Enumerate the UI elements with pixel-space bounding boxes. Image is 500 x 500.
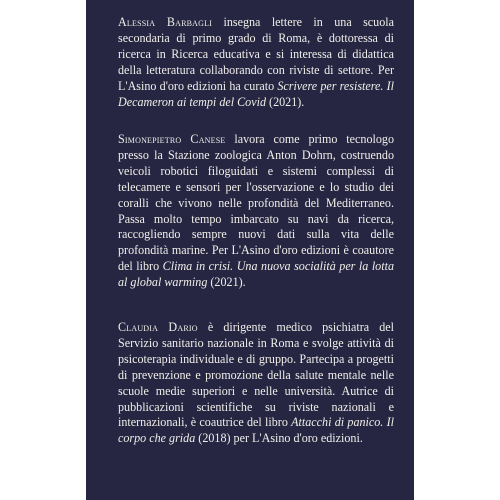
- bio-text-end: (2018) per L'Asino d'oro edizioni.: [195, 431, 363, 446]
- author-bio-barbagli: [118, 15, 394, 110]
- author-name: Claudia Dario: [118, 320, 198, 334]
- bio-text: insegna lettere in una scuola secondaria di primo grado di Roma, è dottoressa di ricerca in Ricerca educativa e si interessa di didattica della letteratura collaborando con riviste di settore. Per L'Asino d'oro edizioni ha curato: [118, 15, 394, 93]
- bio-text: è dirigente medico psichiatra del Servizio sanitario nazionale in Roma e svolge attività di psicoterapia individuale e di gruppo. Partecipa a progetti di prevenzione e promozione della salute mentale nelle scuole medie superiori e nelle università. Autrice di pubblicazioni scientifiche su riviste nazionali e internazionali, è coautrice del libro: [118, 320, 395, 430]
- author-name: Simonepietro Canese: [118, 132, 226, 146]
- book-back-cover: [86, 0, 414, 500]
- author-bio-canese: [118, 132, 394, 291]
- book-title: Clima in crisi. Una nuova socialità per la lotta al global warming: [118, 259, 394, 290]
- author-bio-dario: [118, 320, 394, 447]
- book-title: Attacchi di panico. Il corpo che grida: [118, 415, 394, 446]
- bio-text-end: (2021).: [207, 275, 246, 290]
- bio-text-end: (2021).: [266, 94, 305, 109]
- author-name: Alessia Barbagli: [118, 15, 213, 29]
- book-title: Scrivere per resistere. Il Decameron ai tempi del Covid: [118, 78, 395, 109]
- bio-text: lavora come primo tecnologo presso la Stazione zoologica Anton Dohrn, costruendo veicoli robotici filoguidati e sistemi complessi di telecamere e sensori per l'osservazione e lo studio dei coralli che vivono nelle profondità del Mediterraneo. Passa molto tempo imbarcato su navi da ricerca, raccogliendo sempre nuovi dati sulla vita delle profondità marine. Per L'Asino d'oro edizioni è coautore del libro: [118, 132, 394, 274]
